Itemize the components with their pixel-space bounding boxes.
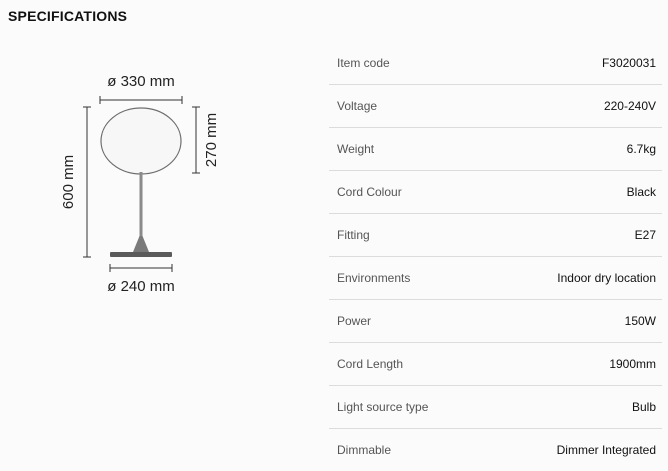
- page-title: SPECIFICATIONS: [8, 8, 128, 24]
- spec-label: Dimmable: [337, 443, 392, 457]
- total-height-label: 600 mm: [60, 154, 77, 210]
- spec-value: Bulb: [631, 400, 656, 414]
- spec-label: Fitting: [337, 228, 370, 242]
- shade-height-label: 270 mm: [203, 112, 220, 168]
- total-height-dimension: [83, 107, 91, 257]
- lamp-shade: [101, 108, 181, 174]
- spec-value: 1900mm: [609, 357, 656, 371]
- spec-value: Dimmer Integrated: [556, 443, 656, 457]
- spec-label: Power: [337, 314, 372, 328]
- spec-value: 220-240V: [603, 99, 656, 113]
- spec-value: Indoor dry location: [557, 271, 656, 285]
- spec-label: Cord Colour: [337, 185, 402, 199]
- spec-label: Environments: [337, 271, 411, 285]
- spec-value: E27: [634, 228, 656, 242]
- lamp-base: [110, 252, 172, 257]
- spec-row-power: [329, 300, 662, 343]
- spec-row-cord-colour: [329, 171, 662, 214]
- spec-label: Item code: [337, 56, 390, 70]
- spec-value: 150W: [624, 314, 656, 328]
- shade-height-dimension: [192, 107, 200, 173]
- spec-value: 6.7kg: [626, 142, 656, 156]
- spec-label: Light source type: [337, 400, 429, 414]
- top-width-dimension: [100, 96, 182, 104]
- spec-row-weight: [329, 128, 662, 171]
- spec-row-fitting: [329, 214, 662, 257]
- lamp-stem-flare: [133, 236, 149, 252]
- top-width-label: ø 330 mm: [107, 73, 175, 90]
- lamp-stem: [140, 172, 143, 240]
- spec-row-item-code: [329, 42, 662, 85]
- spec-label: Weight: [337, 142, 375, 156]
- spec-value: F3020031: [601, 56, 656, 70]
- base-width-dimension: [110, 264, 172, 272]
- spec-row-environments: [329, 257, 662, 300]
- base-width-label: ø 240 mm: [107, 278, 175, 295]
- spec-value: Black: [626, 185, 656, 199]
- spec-row-dimmable: [329, 429, 662, 471]
- spec-row-voltage: [329, 85, 662, 128]
- spec-row-light-source-type: [329, 386, 662, 429]
- spec-label: Cord Length: [337, 357, 404, 371]
- lamp-dimension-diagram: [0, 0, 300, 468]
- specifications-table: [329, 42, 662, 471]
- spec-row-cord-length: [329, 343, 662, 386]
- spec-label: Voltage: [337, 99, 378, 113]
